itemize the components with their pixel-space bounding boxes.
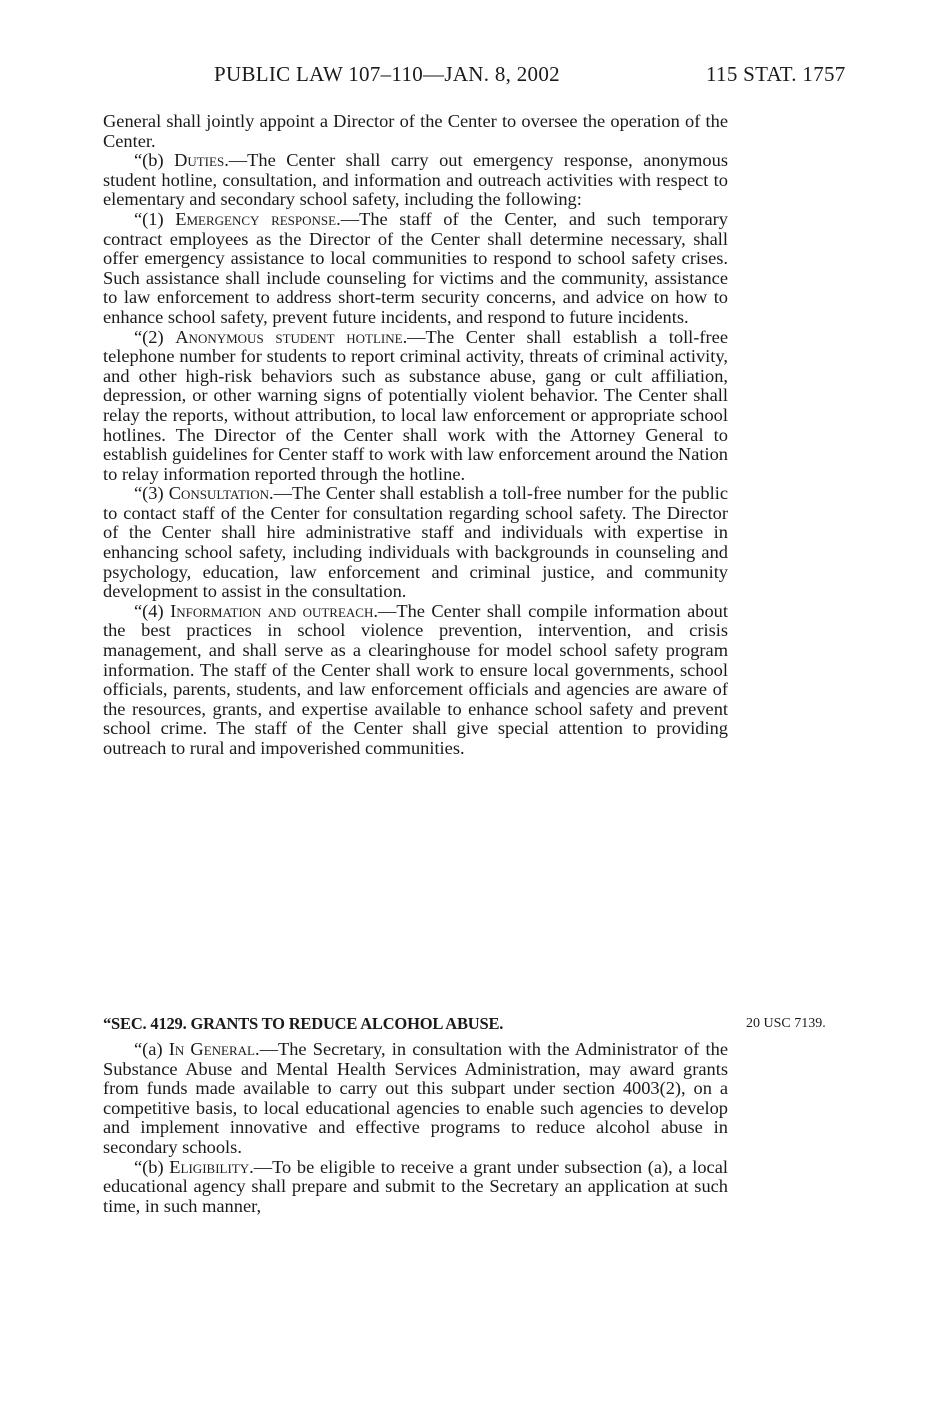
paragraph-caption: Anonymous student hotline bbox=[175, 326, 403, 347]
paragraph-lead: “(3) bbox=[134, 483, 169, 504]
running-header-law-date: PUBLIC LAW 107–110—JAN. 8, 2002 bbox=[214, 62, 560, 86]
body-text-upper bbox=[103, 112, 728, 759]
running-header-stat-page: 115 STAT. 1757 bbox=[706, 62, 846, 86]
paragraph-director bbox=[103, 112, 728, 151]
paragraph-caption: Consultation bbox=[168, 483, 270, 504]
paragraph-caption: Emergency response bbox=[175, 208, 337, 229]
paragraph-lead: “(b) bbox=[134, 1156, 170, 1177]
paragraph-eligibility bbox=[103, 1158, 728, 1217]
paragraph-caption: Eligibility bbox=[169, 1156, 250, 1177]
paragraph-text: .—The Center shall carry out emergency response, anonymous student hotline, consultation, and information and outreach activities with respect to elementary and secondary school safety, including the following: bbox=[103, 150, 728, 210]
paragraph-caption: Information and outreach bbox=[170, 600, 374, 621]
paragraph-text: .—The staff of the Center, and such temporary contract employees as the Director of the Center shall determine necessary, shall offer emergency assistance to local communities to respond to school safety crises. Such assistance shall include counseling for victims and the community, assistance to law enforcement to address short-term security concerns, and advice on how to enhance school safety, prevent future incidents, and respond to future incidents. bbox=[103, 208, 728, 327]
margin-citation-note: 20 USC 7139. bbox=[746, 1016, 826, 1031]
paragraph-lead: “(2) bbox=[134, 326, 176, 347]
paragraph-in-general bbox=[103, 1040, 728, 1158]
body-text-lower bbox=[103, 1040, 728, 1216]
paragraph-text: General shall jointly appoint a Director of the Center to oversee the operation of the Center. bbox=[103, 111, 728, 151]
paragraph-emergency-response bbox=[103, 210, 728, 328]
paragraph-consultation bbox=[103, 484, 728, 602]
paragraph-caption: In General bbox=[168, 1039, 255, 1059]
section-heading: “SEC. 4129. GRANTS TO REDUCE ALCOHOL ABUSE. bbox=[103, 1014, 504, 1033]
paragraph-lead: “(b) bbox=[134, 150, 175, 171]
paragraph-lead: “(4) bbox=[134, 600, 171, 621]
paragraph-duties bbox=[103, 151, 728, 210]
paragraph-anonymous-hotline bbox=[103, 328, 728, 485]
paragraph-lead: “(a) bbox=[134, 1039, 169, 1059]
paragraph-text: .—The Center shall establish a toll-free telephone number for students to report criminal activity, threats of criminal activity, and other high-risk behaviors such as substance abuse, gang or cult affiliation, depression, or other warning signs of potentially violent behavior. The Center shall relay the reports, without attribution, to local law enforcement or appropriate school hotlines. The Director of the Center shall work with the Attorney General to establish guidelines for Center staff to work with law enforcement around the Nation to relay information reported through the hotline. bbox=[103, 326, 728, 484]
paragraph-information-outreach bbox=[103, 602, 728, 759]
paragraph-text: .—The Secretary, in consultation with the Administrator of the Substance Abuse and Mental Health Services Administration, may award grants from funds made available to carry out this subpart under section 4003(2), on a competitive basis, to local educational agencies to enable such agencies to develop and implement innovative and effective programs to reduce alcohol abuse in secondary schools. bbox=[103, 1039, 729, 1157]
paragraph-caption: Duties bbox=[174, 150, 225, 171]
paragraph-text: .—To be eligible to receive a grant under subsection (a), a local educational agency shall prepare and submit to the Secretary an application at such time, in such manner, bbox=[103, 1156, 728, 1216]
paragraph-lead: “(1) bbox=[134, 208, 176, 229]
paragraph-text: .—The Center shall establish a toll-free number for the public to contact staff of the Center for consultation regarding school safety. The Director of the Center shall hire administrative staff and individuals with expertise in enhancing school safety, including individuals with backgrounds in counseling and psychology, education, law enforcement and criminal justice, and community development to assist in the consultation. bbox=[103, 483, 728, 602]
paragraph-text: .—The Center shall compile information about the best practices in school violence prevention, intervention, and crisis management, and shall serve as a clearinghouse for model school safety program information. The staff of the Center shall work to ensure local governments, school officials, parents, students, and law enforcement officials and agencies are aware of the resources, grants, and expertise available to enhance school safety and prevent school crime. The staff of the Center shall give special attention to providing outreach to rural and impoverished communities. bbox=[103, 600, 728, 758]
